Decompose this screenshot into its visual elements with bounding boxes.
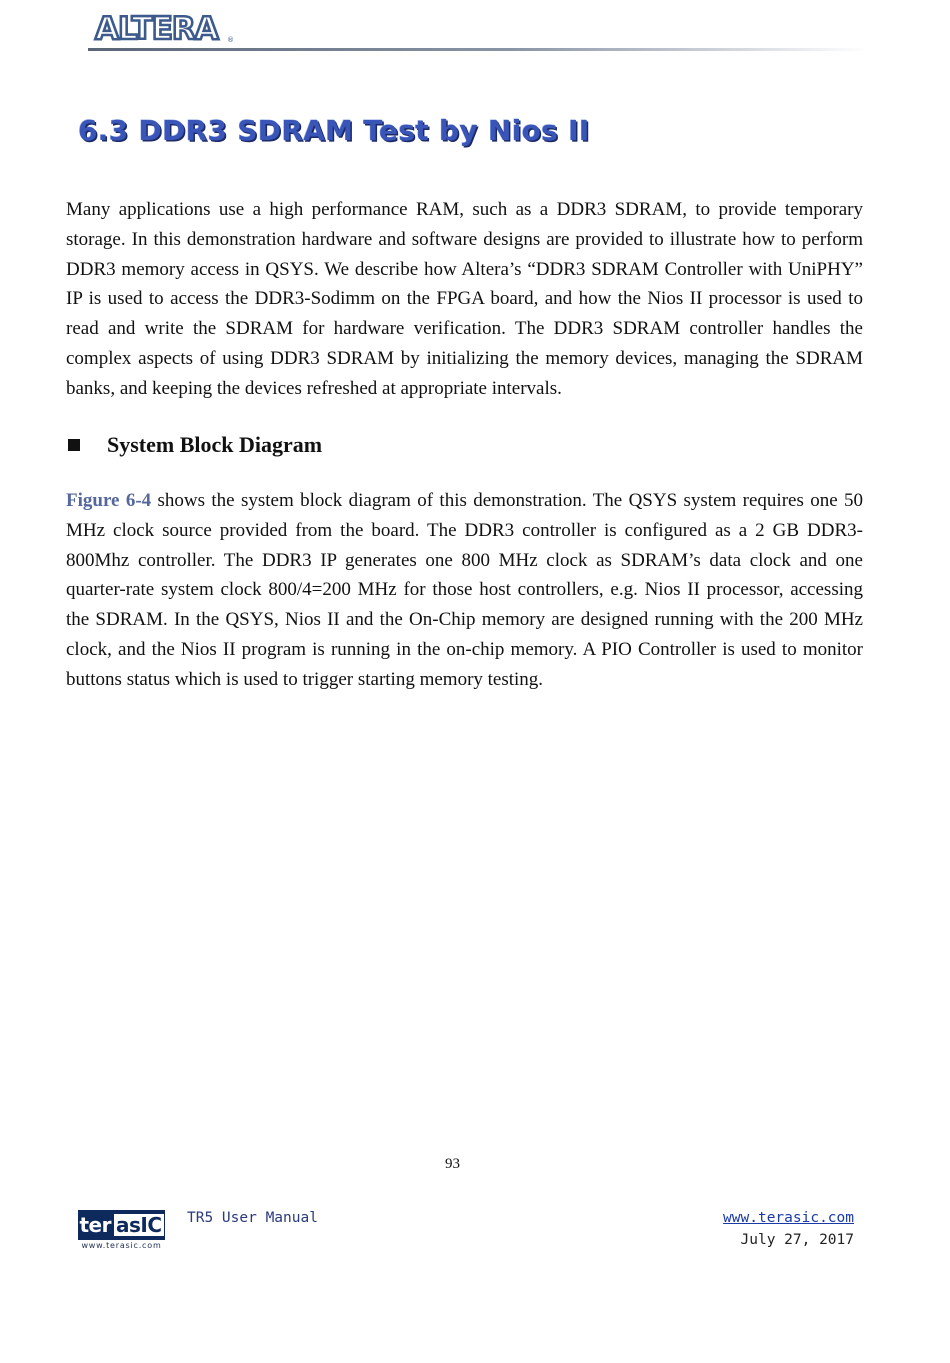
block-diagram-paragraph [66, 486, 863, 695]
block-diagram-text: shows the system block diagram of this demonstration. The QSYS system requires one 50 MHz clock source provided from the board. The DDR3 controller is configured as a 2 GB DDR3-800Mhz controller. The DDR3 IP generates one 800 MHz clock as SDRAM’s data clock and one quarter-rate system clock 800/4=200 MHz for those host controllers, e.g. Nios II processor, accessing the SDRAM. In the QSYS, Nios II and the On-Chip memory are designed running with the 200 MHz clock, and the Nios II program is running in the on-chip memory. A PIO Controller is used to monitor buttons status which is used to trigger starting memory testing. [66, 490, 863, 690]
website-link[interactable]: www.terasic.com [723, 1210, 854, 1226]
terasic-logo-mark [78, 1210, 165, 1240]
intro-paragraph: Many applications use a high performance RAM, such as a DDR3 SDRAM, to provide temporary storage. In this demonstration hardware and software designs are provided to illustrate how to perform DDR3 memory access in QSYS. We describe how Altera’s “DDR3 SDRAM Controller with UniPHY” IP is used to access the DDR3-Sodimm on the FPGA board, and how the Nios II processor is used to read and write the SDRAM for hardware verification. The DDR3 SDRAM controller handles the complex aspects of using DDR3 SDRAM by initializing the memory devices, managing the SDRAM banks, and keeping the devices refreshed at appropriate intervals. [66, 199, 863, 399]
subsection-title: System Block Diagram [107, 432, 323, 457]
terasic-logo-url: www.terasic.com [81, 1241, 162, 1250]
registered-mark-icon: ® [227, 36, 234, 44]
altera-logo-text: ALTERA [95, 11, 218, 46]
altera-logo [93, 8, 238, 46]
terasic-logo [78, 1210, 165, 1250]
square-bullet-icon [68, 439, 80, 451]
header-rule [88, 48, 868, 51]
page-number: 93 [445, 1156, 460, 1172]
section-heading: 6.3 DDR3 SDRAM Test by Nios II [78, 114, 590, 147]
terasic-logo-text-right: asIC [115, 1213, 162, 1237]
subsection-heading [66, 432, 322, 458]
manual-title: TR5 User Manual [187, 1210, 318, 1226]
document-date: July 27, 2017 [740, 1232, 854, 1248]
terasic-logo-text-left: ter [79, 1213, 111, 1237]
figure-reference-link[interactable]: Figure 6-4 [66, 490, 152, 511]
